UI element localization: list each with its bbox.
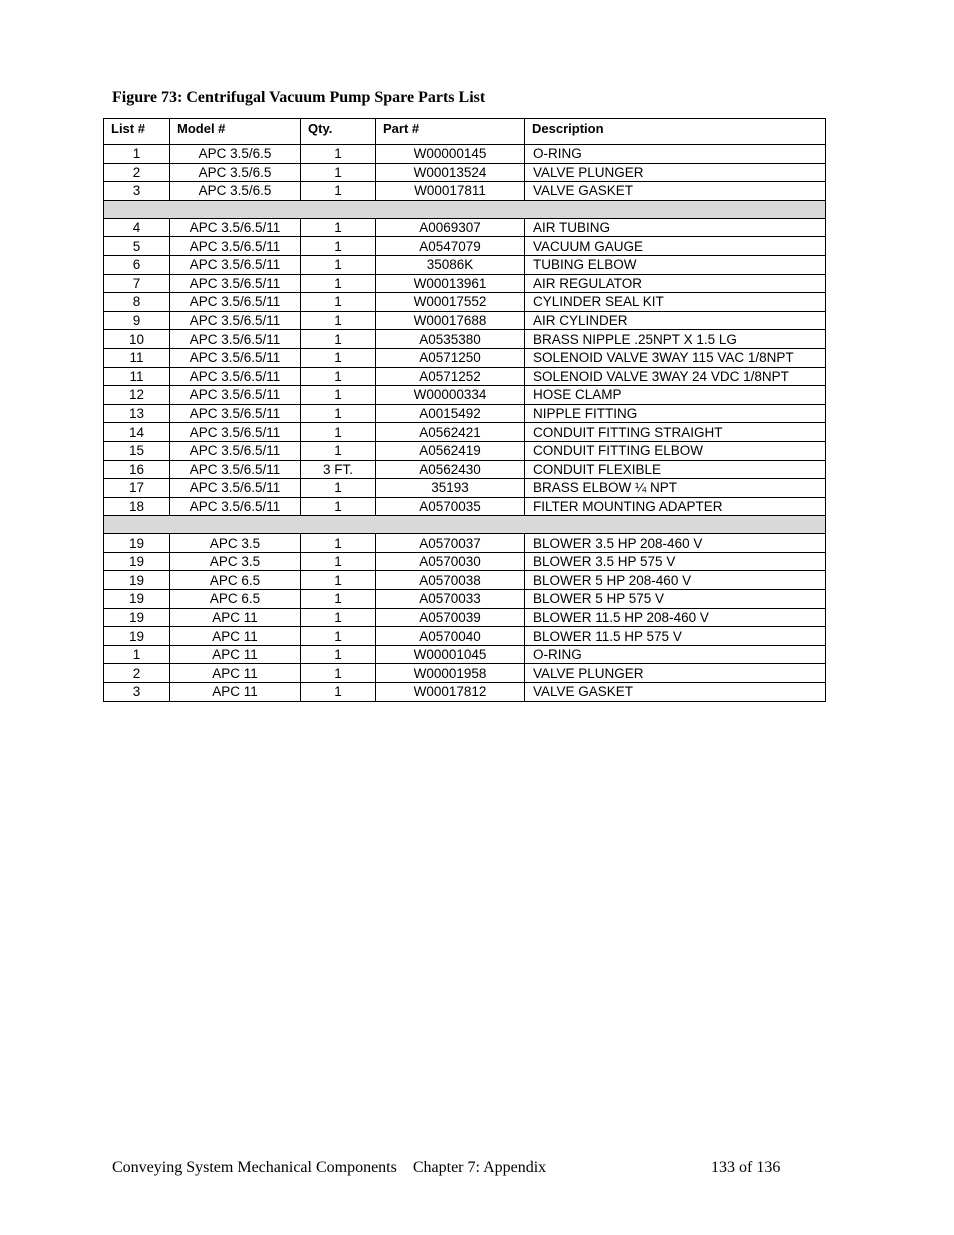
cell-model: APC 6.5 — [170, 571, 301, 590]
cell-qty: 1 — [301, 441, 376, 460]
table-row — [104, 274, 826, 293]
cell-model: APC 3.5/6.5/11 — [170, 293, 301, 312]
cell-qty: 1 — [301, 552, 376, 571]
separator-cell — [104, 200, 826, 218]
cell-list: 11 — [104, 348, 170, 367]
cell-description: AIR TUBING — [525, 218, 826, 237]
cell-description: AIR REGULATOR — [525, 274, 826, 293]
cell-description: BLOWER 11.5 HP 208-460 V — [525, 608, 826, 627]
cell-description: CONDUIT FITTING ELBOW — [525, 441, 826, 460]
table-row — [104, 386, 826, 405]
table-row — [104, 311, 826, 330]
header-list: List # — [104, 119, 170, 145]
table-row — [104, 255, 826, 274]
table-row — [104, 608, 826, 627]
header-part: Part # — [376, 119, 525, 145]
cell-list: 12 — [104, 386, 170, 405]
separator-cell — [104, 516, 826, 534]
cell-list: 14 — [104, 423, 170, 442]
cell-qty: 1 — [301, 293, 376, 312]
cell-list: 2 — [104, 163, 170, 182]
cell-qty: 1 — [301, 367, 376, 386]
table-row — [104, 590, 826, 609]
cell-qty: 1 — [301, 218, 376, 237]
table-row — [104, 218, 826, 237]
group-separator-row — [104, 200, 826, 218]
cell-qty: 1 — [301, 683, 376, 702]
cell-model: APC 11 — [170, 664, 301, 683]
cell-part: A0570035 — [376, 497, 525, 516]
cell-qty: 1 — [301, 237, 376, 256]
table-header — [104, 119, 826, 145]
cell-model: APC 3.5/6.5/11 — [170, 218, 301, 237]
cell-model: APC 6.5 — [170, 590, 301, 609]
table-row — [104, 479, 826, 498]
cell-description: O-RING — [525, 645, 826, 664]
header-qty: Qty. — [301, 119, 376, 145]
cell-list: 13 — [104, 404, 170, 423]
cell-list: 17 — [104, 479, 170, 498]
cell-qty: 1 — [301, 330, 376, 349]
cell-part: W00017552 — [376, 293, 525, 312]
cell-qty: 1 — [301, 386, 376, 405]
cell-description: BRASS NIPPLE .25NPT X 1.5 LG — [525, 330, 826, 349]
cell-part: A0570040 — [376, 627, 525, 646]
table-row — [104, 145, 826, 164]
cell-list: 1 — [104, 645, 170, 664]
cell-model: APC 3.5/6.5/11 — [170, 311, 301, 330]
cell-description: FILTER MOUNTING ADAPTER — [525, 497, 826, 516]
table-row — [104, 163, 826, 182]
cell-description: VALVE PLUNGER — [525, 163, 826, 182]
cell-description: SOLENOID VALVE 3WAY 115 VAC 1/8NPT — [525, 348, 826, 367]
table-row — [104, 182, 826, 201]
cell-part: A0015492 — [376, 404, 525, 423]
cell-part: W00017688 — [376, 311, 525, 330]
cell-list: 3 — [104, 683, 170, 702]
cell-model: APC 11 — [170, 608, 301, 627]
cell-qty: 1 — [301, 404, 376, 423]
cell-description: HOSE CLAMP — [525, 386, 826, 405]
cell-list: 19 — [104, 627, 170, 646]
figure-title: Figure 73: Centrifugal Vacuum Pump Spare Parts List — [112, 89, 486, 106]
cell-list: 2 — [104, 664, 170, 683]
table-row — [104, 627, 826, 646]
cell-model: APC 11 — [170, 645, 301, 664]
cell-model: APC 3.5/6.5/11 — [170, 367, 301, 386]
cell-model: APC 3.5/6.5/11 — [170, 274, 301, 293]
footer-left: Conveying System Mechanical Components Chapter 7: Appendix — [112, 1159, 547, 1176]
cell-qty: 1 — [301, 274, 376, 293]
cell-list: 8 — [104, 293, 170, 312]
cell-list: 15 — [104, 441, 170, 460]
cell-description: TUBING ELBOW — [525, 255, 826, 274]
cell-part: A0562419 — [376, 441, 525, 460]
cell-model: APC 3.5/6.5 — [170, 163, 301, 182]
cell-list: 1 — [104, 145, 170, 164]
cell-list: 19 — [104, 552, 170, 571]
cell-part: A0562430 — [376, 460, 525, 479]
cell-description: CONDUIT FLEXIBLE — [525, 460, 826, 479]
cell-list: 9 — [104, 311, 170, 330]
table-row — [104, 423, 826, 442]
cell-part: W00013961 — [376, 274, 525, 293]
cell-description: O-RING — [525, 145, 826, 164]
cell-model: APC 3.5/6.5/11 — [170, 348, 301, 367]
cell-model: APC 3.5/6.5 — [170, 145, 301, 164]
cell-list: 6 — [104, 255, 170, 274]
cell-description: CONDUIT FITTING STRAIGHT — [525, 423, 826, 442]
cell-description: VALVE GASKET — [525, 683, 826, 702]
group-separator-row — [104, 516, 826, 534]
cell-list: 4 — [104, 218, 170, 237]
table-row — [104, 330, 826, 349]
cell-description: AIR CYLINDER — [525, 311, 826, 330]
table-row — [104, 460, 826, 479]
cell-model: APC 3.5/6.5/11 — [170, 441, 301, 460]
cell-description: BLOWER 3.5 HP 575 V — [525, 552, 826, 571]
cell-model: APC 3.5/6.5/11 — [170, 386, 301, 405]
cell-qty: 1 — [301, 182, 376, 201]
cell-list: 19 — [104, 590, 170, 609]
cell-qty: 1 — [301, 645, 376, 664]
cell-qty: 1 — [301, 497, 376, 516]
cell-part: W00001958 — [376, 664, 525, 683]
cell-description: SOLENOID VALVE 3WAY 24 VDC 1/8NPT — [525, 367, 826, 386]
cell-list: 19 — [104, 571, 170, 590]
cell-qty: 1 — [301, 590, 376, 609]
cell-part: A0535380 — [376, 330, 525, 349]
cell-part: W00000145 — [376, 145, 525, 164]
cell-model: APC 11 — [170, 683, 301, 702]
header-model: Model # — [170, 119, 301, 145]
table-row — [104, 664, 826, 683]
cell-description: BRASS ELBOW ¼ NPT — [525, 479, 826, 498]
cell-part: A0570030 — [376, 552, 525, 571]
cell-model: APC 3.5/6.5/11 — [170, 330, 301, 349]
cell-qty: 3 FT. — [301, 460, 376, 479]
cell-model: APC 3.5/6.5/11 — [170, 479, 301, 498]
cell-list: 18 — [104, 497, 170, 516]
cell-description: BLOWER 5 HP 575 V — [525, 590, 826, 609]
cell-qty: 1 — [301, 423, 376, 442]
table-row — [104, 367, 826, 386]
cell-part: A0570033 — [376, 590, 525, 609]
cell-part: W00013524 — [376, 163, 525, 182]
cell-model: APC 3.5/6.5/11 — [170, 255, 301, 274]
cell-description: BLOWER 5 HP 208-460 V — [525, 571, 826, 590]
cell-part: W00017812 — [376, 683, 525, 702]
table-row — [104, 237, 826, 256]
cell-list: 3 — [104, 182, 170, 201]
cell-model: APC 3.5/6.5 — [170, 182, 301, 201]
cell-model: APC 3.5 — [170, 552, 301, 571]
page-number: 133 of 136 — [711, 1159, 781, 1176]
cell-part: W00001045 — [376, 645, 525, 664]
cell-qty: 1 — [301, 571, 376, 590]
cell-description: NIPPLE FITTING — [525, 404, 826, 423]
cell-part: A0571252 — [376, 367, 525, 386]
table-row — [104, 441, 826, 460]
table-row — [104, 534, 826, 553]
cell-list: 19 — [104, 534, 170, 553]
cell-qty: 1 — [301, 348, 376, 367]
cell-qty: 1 — [301, 608, 376, 627]
spare-parts-table — [103, 118, 826, 702]
cell-list: 11 — [104, 367, 170, 386]
cell-qty: 1 — [301, 534, 376, 553]
cell-list: 10 — [104, 330, 170, 349]
cell-part: A0562421 — [376, 423, 525, 442]
table-body — [104, 145, 826, 702]
cell-qty: 1 — [301, 479, 376, 498]
table-row — [104, 571, 826, 590]
cell-part: A0069307 — [376, 218, 525, 237]
cell-model: APC 3.5/6.5/11 — [170, 423, 301, 442]
cell-part: A0571250 — [376, 348, 525, 367]
cell-qty: 1 — [301, 255, 376, 274]
cell-model: APC 3.5 — [170, 534, 301, 553]
cell-list: 7 — [104, 274, 170, 293]
cell-part: A0570038 — [376, 571, 525, 590]
cell-list: 19 — [104, 608, 170, 627]
cell-qty: 1 — [301, 311, 376, 330]
cell-list: 16 — [104, 460, 170, 479]
cell-description: VACUUM GAUGE — [525, 237, 826, 256]
table-row — [104, 497, 826, 516]
cell-qty: 1 — [301, 145, 376, 164]
cell-description: VALVE GASKET — [525, 182, 826, 201]
cell-part: A0570039 — [376, 608, 525, 627]
cell-model: APC 3.5/6.5/11 — [170, 497, 301, 516]
table-row — [104, 552, 826, 571]
cell-qty: 1 — [301, 627, 376, 646]
cell-qty: 1 — [301, 163, 376, 182]
header-description: Description — [525, 119, 826, 145]
table-row — [104, 683, 826, 702]
cell-description: BLOWER 11.5 HP 575 V — [525, 627, 826, 646]
table-row — [104, 348, 826, 367]
cell-description: VALVE PLUNGER — [525, 664, 826, 683]
header-row — [104, 119, 826, 145]
cell-model: APC 3.5/6.5/11 — [170, 237, 301, 256]
cell-part: A0570037 — [376, 534, 525, 553]
table-row — [104, 645, 826, 664]
cell-part: W00017811 — [376, 182, 525, 201]
cell-model: APC 11 — [170, 627, 301, 646]
cell-part: W00000334 — [376, 386, 525, 405]
cell-qty: 1 — [301, 664, 376, 683]
table-row — [104, 293, 826, 312]
cell-part: 35086K — [376, 255, 525, 274]
cell-model: APC 3.5/6.5/11 — [170, 460, 301, 479]
table-row — [104, 404, 826, 423]
cell-description: BLOWER 3.5 HP 208-460 V — [525, 534, 826, 553]
cell-model: APC 3.5/6.5/11 — [170, 404, 301, 423]
cell-description: CYLINDER SEAL KIT — [525, 293, 826, 312]
cell-list: 5 — [104, 237, 170, 256]
cell-part: 35193 — [376, 479, 525, 498]
cell-part: A0547079 — [376, 237, 525, 256]
